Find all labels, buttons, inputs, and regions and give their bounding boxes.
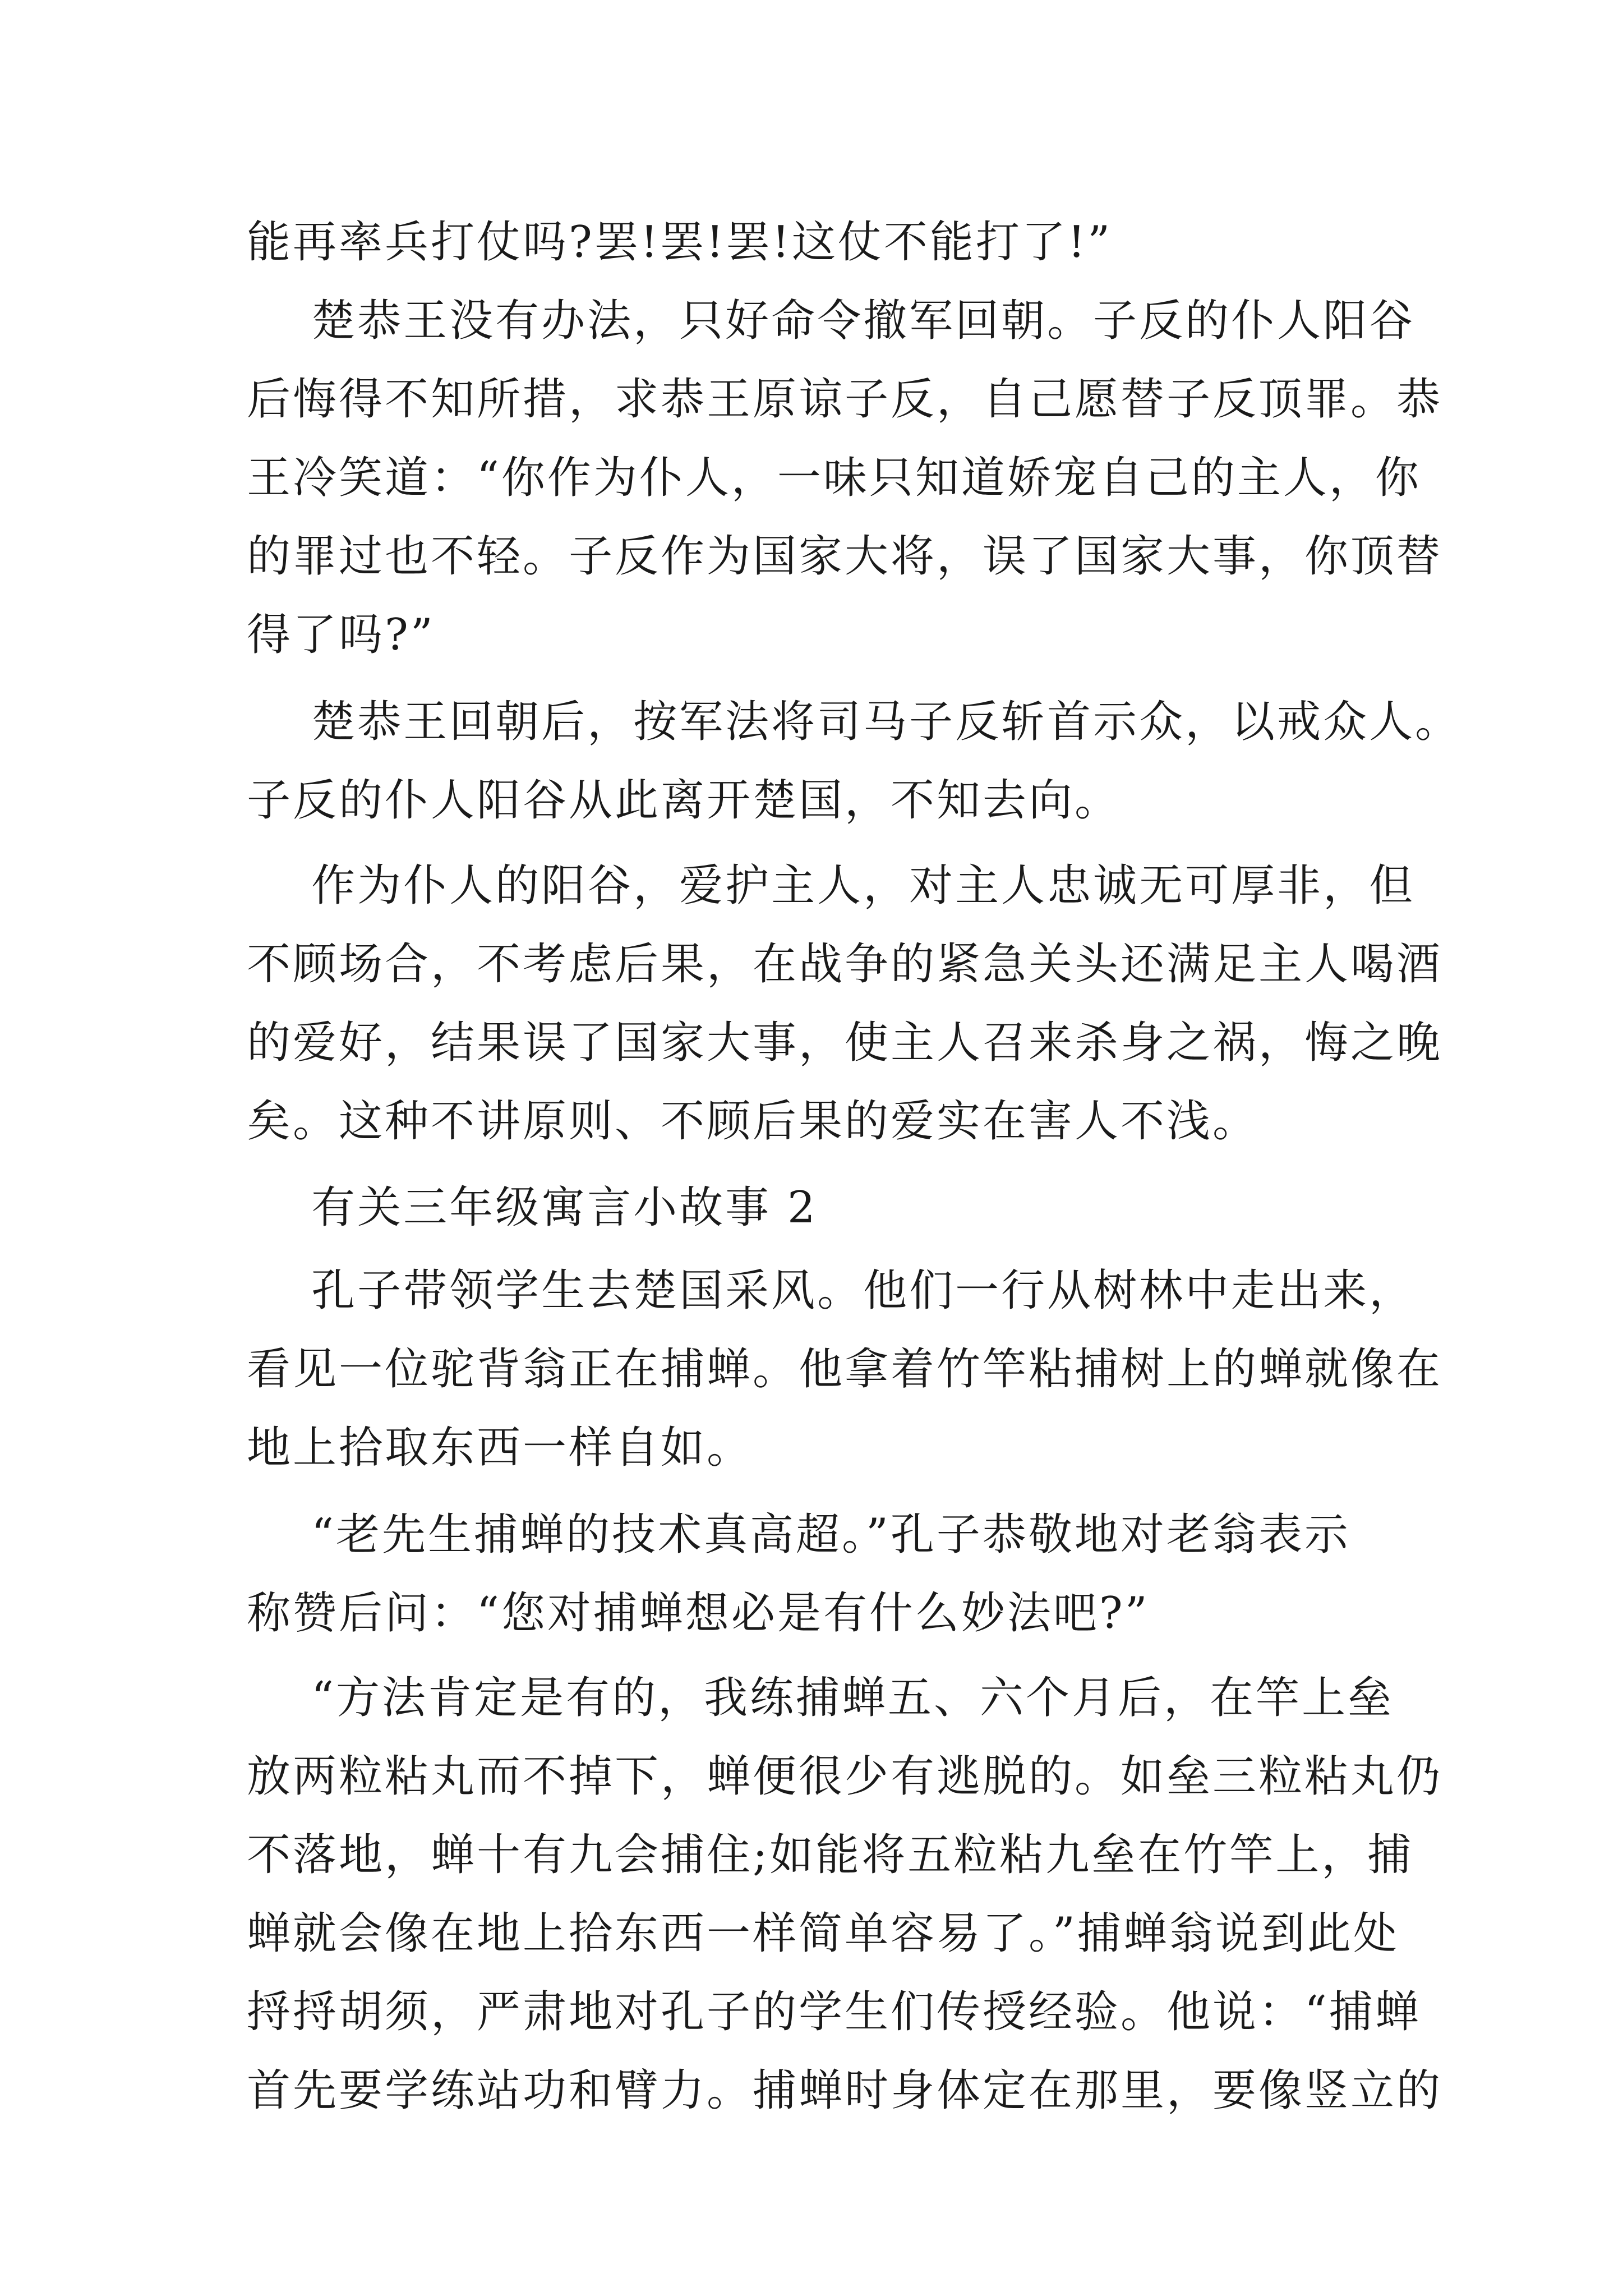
text-line: 地上拾取东西一样自如。 [247,1423,753,1473]
text-line: 后悔得不知所措，求恭王原谅子反，自己愿替子反顶罪。恭 [247,374,1443,425]
text-line: 称赞后问：“您对捕蝉想必是有什么妙法吧?” [247,1588,1150,1639]
text-line: 不顾场合，不考虑后果，在战争的紧急关头还满足主人喝酒 [247,939,1443,990]
text-line: 蝉就会像在地上拾东西一样简单容易了。”捕蝉翁说到此处 [247,1908,1399,1959]
text-line: 能再率兵打仗吗?罢!罢!罢!这仗不能打了!” [247,217,1113,268]
text-line: 捋捋胡须，严肃地对孔子的学生们传授经验。他说：“捕蝉 [247,1987,1421,2037]
text-line: 孔子带领学生去楚国采风。他们一行从树林中走出来， [247,1266,1415,1316]
text-line: 的爱好，结果误了国家大事，使主人召来杀身之祸，悔之晚 [247,1018,1443,1068]
text-line: 子反的仆人阳谷从此离开楚国，不知去向。 [247,775,1121,826]
text-line: 楚恭王回朝后，按军法将司马子反斩首示众，以戒众人。 [247,697,1461,747]
text-line: “老先生捕蝉的技术真高超。”孔子恭敬地对老翁表示 [247,1510,1350,1560]
text-line: 的罪过也不轻。子反作为国家大将，误了国家大事，你顶替 [247,531,1443,582]
text-line: “方法肯定是有的，我练捕蝉五、六个月后，在竿上垒 [247,1673,1394,1723]
text-line: 矣。这种不讲原则、不顾后果的爱实在害人不浅。 [247,1096,1259,1147]
section-heading: 有关三年级寓言小故事 2 [247,1182,818,1233]
text-line: 作为仆人的阳谷，爱护主人，对主人忠诚无可厚非，但 [247,861,1415,911]
text-line: 首先要学练站功和臂力。捕蝉时身体定在那里，要像竖立的 [247,2065,1443,2116]
text-line: 不落地，蝉十有九会捕住;如能将五粒粘九垒在竹竿上，捕 [247,1830,1414,1880]
text-line: 得了吗?” [247,610,435,660]
text-line: 放两粒粘丸而不掉下，蝉便很少有逃脱的。如垒三粒粘丸仍 [247,1751,1443,1802]
text-line: 王冷笑道：“你作为仆人，一味只知道娇宠自己的主人，你 [247,453,1421,503]
text-line: 看见一位驼背翁正在捕蝉。他拿着竹竿粘捕树上的蝉就像在 [247,1344,1443,1395]
text-line: 楚恭王没有办法，只好命令撤军回朝。子反的仆人阳谷 [247,296,1415,346]
